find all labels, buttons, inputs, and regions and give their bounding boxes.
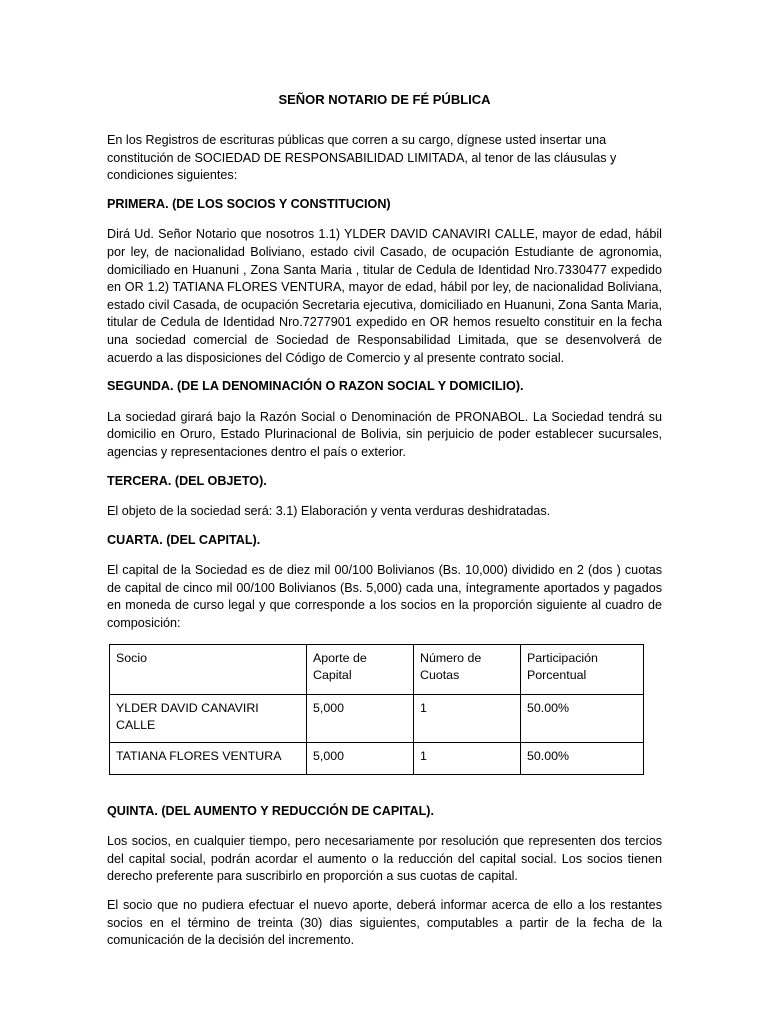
table-header-cell: Número de Cuotas xyxy=(414,644,521,694)
table-cell: 5,000 xyxy=(307,694,414,742)
clause-segunda-body: La sociedad girará bajo la Razón Social o Denominación de PRONABOL. La Sociedad tendrá su domicilio en Oruro, Estado Plurinacional de Bolivia, sin perjuicio de poder establecer sucursales, agencias y representaciones dentro el país o exterior. xyxy=(107,409,662,459)
capital-composition-table xyxy=(109,644,644,775)
table-cell: YLDER DAVID CANAVIRI CALLE xyxy=(110,694,307,742)
table-row xyxy=(110,694,644,742)
clause-cuarta-body: El capital de la Sociedad es de diez mil 00/100 Bolivianos (Bs. 10,000) dividido en 2 (dos ) cuotas de capital de cinco mil 00/100 Bolivianos (Bs. 5,000) cada una, íntegramente aportados y pagados en moneda de curso legal y que corresponde a los socios en la proporción siguiente al cuadro de composición: xyxy=(107,563,662,631)
clause-cuarta-heading: CUARTA. (DEL CAPITAL). xyxy=(107,532,261,547)
clause-segunda-heading: SEGUNDA. (DE LA DENOMINACIÓN O RAZON SOCIAL Y DOMICILIO). xyxy=(107,379,524,394)
table-header-cell: Aporte de Capital xyxy=(307,644,414,694)
clause-quinta-heading: QUINTA. (DEL AUMENTO Y REDUCCIÓN DE CAPITAL). xyxy=(107,803,434,818)
table-cell: TATIANA FLORES VENTURA xyxy=(110,742,307,774)
table-row xyxy=(110,742,644,774)
table-cell: 5,000 xyxy=(307,742,414,774)
table-cell: 1 xyxy=(414,694,521,742)
table-header-cell: Participación Porcentual xyxy=(521,644,644,694)
clause-quinta-body-2: El socio que no pudiera efectuar el nuevo aporte, deberá informar acerca de ello a los restantes socios en el término de treinta (30) dias siguientes, computables a partir de la fecha de la comunicación de la decisión del incremento. xyxy=(107,898,662,948)
clause-primera-body: Dirá Ud. Señor Notario que nosotros 1.1) YLDER DAVID CANAVIRI CALLE, mayor de edad, hábil por ley, de nacionalidad Boliviano, estado civil Casado, de ocupación Estudiante de agronomia, domiciliado en Huanuni , Zona Santa Maria , titular de Cedula de Identidad Nro.7330477 expedido en OR 1.2) TATIANA FLORES VENTURA, mayor de edad, hábil por ley, de nacionalidad Boliviana, estado civil Casada, de ocupación Secretaria ejecutiva, domiciliado en Huanuni, Zona Santa Maria, titular de Cedula de Identidad Nro.7277901 expedido en OR hemos resuelto constituir en la fecha una sociedad comercial de Sociedad de Responsabilidad Limitada, que se desenvolverá de acuerdo a las disposiciones del Código de Comercio y al presente contrato social. xyxy=(107,227,662,365)
table-cell: 50.00% xyxy=(521,694,644,742)
document-title: SEÑOR NOTARIO DE FÉ PÚBLICA xyxy=(278,92,491,107)
table-cell: 50.00% xyxy=(521,742,644,774)
clause-tercera-heading: TERCERA. (DEL OBJETO). xyxy=(107,473,267,488)
clause-quinta-body-1: Los socios, en cualquier tiempo, pero necesariamente por resolución que representen dos tercios del capital social, podrán acordar el aumento o la reducción del capital social. Los socios tienen derecho preferente para suscribirlo en proporción a sus cuotas de capital. xyxy=(107,834,662,884)
table-header-cell: Socio xyxy=(110,644,307,694)
clause-primera-heading: PRIMERA. (DE LOS SOCIOS Y CONSTITUCION) xyxy=(107,196,391,211)
intro-paragraph: En los Registros de escrituras públicas que corren a su cargo, dígnese usted insertar una constitución de SOCIEDAD DE RESPONSABILIDAD LIMITADA, al tenor de las cláusulas y condiciones siguientes: xyxy=(107,133,617,183)
table-cell: 1 xyxy=(414,742,521,774)
clause-tercera-body: El objeto de la sociedad será: 3.1) Elaboración y venta verduras deshidratadas. xyxy=(107,504,551,519)
table-header-row xyxy=(110,644,644,694)
